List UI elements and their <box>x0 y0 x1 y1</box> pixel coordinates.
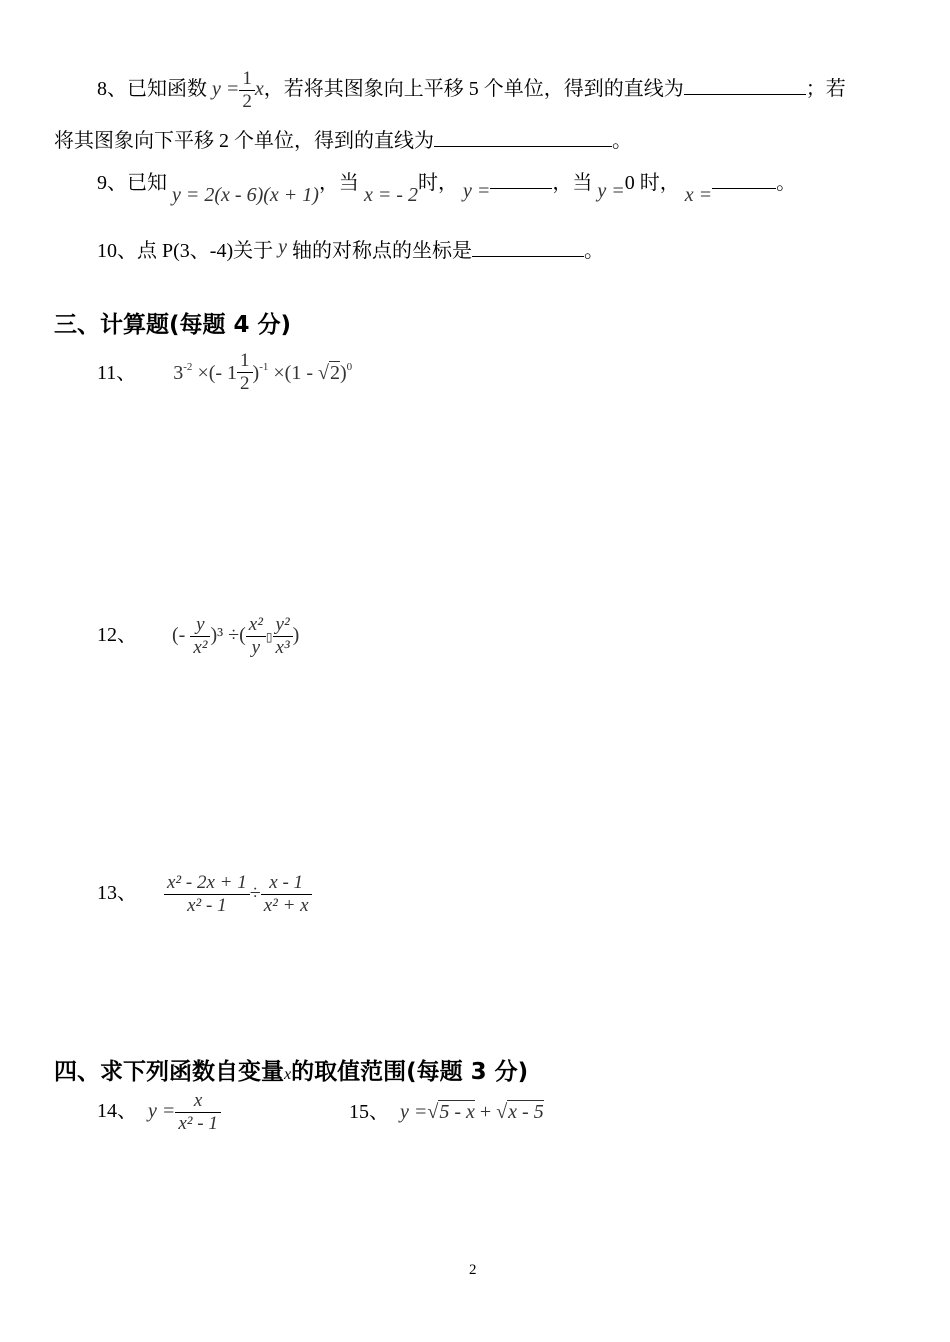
q8-formula-lhs: y = <box>212 78 240 101</box>
q8-lead: 已知函数 <box>127 78 207 101</box>
q9-formula: y = 2(x - 6)(x + 1) <box>172 184 319 206</box>
q9-condition-1: x = - 2 <box>363 184 418 206</box>
question-14 <box>97 1090 221 1135</box>
q13-den-1: x² - 1 <box>164 894 250 917</box>
question-10 <box>97 238 604 263</box>
q9-condition-2: y = <box>597 180 625 202</box>
q11-text-2: ×(1 - <box>268 362 318 385</box>
q8-number: 8、 <box>97 78 127 101</box>
section-3-heading: 三、计算题(每题 4 分) <box>54 312 292 338</box>
q11-sqrt: 2 <box>329 362 340 385</box>
q10-var: y <box>278 236 287 258</box>
q12-fraction-3 <box>273 614 293 659</box>
section-4-title-a: 四、求下列函数自变量 <box>54 1059 284 1085</box>
q13-operator: ÷ <box>249 882 261 905</box>
sqrt-symbol-icon: √ <box>427 1101 439 1123</box>
q15-number: 15、 <box>349 1101 389 1123</box>
q8-line2-end: 。 <box>612 130 632 152</box>
q12-num-3: y² <box>275 614 290 635</box>
q9-lead: 已知 <box>127 172 167 194</box>
q12-dot: ▯ <box>265 630 273 645</box>
q9-text-1: ，当 <box>318 172 359 194</box>
q11-text-1: ×(- 1 <box>192 362 238 385</box>
question-13 <box>97 872 312 917</box>
question-8-line-1 <box>97 68 846 113</box>
q13-den-2: x² + x <box>261 894 312 917</box>
page-number: 2 <box>469 1262 477 1278</box>
q12-num-1: y <box>196 614 205 635</box>
question-9 <box>97 170 797 206</box>
q15-plus: + <box>474 1101 497 1123</box>
q13-number: 13、 <box>97 882 137 905</box>
q13-fraction-1 <box>164 872 250 917</box>
q11-base: 3 <box>173 362 184 385</box>
q8-mid-text: ，若将其图象向上平移 5 个单位，得到的直线为 <box>263 78 684 101</box>
sqrt-symbol-icon: √ <box>496 1101 508 1123</box>
question-11: 11、 $3^{-2}$ ×(- 1 $\frac{1}{2}$ )$^{-1}$ ×(1 - √2)$^0$ <box>97 350 353 394</box>
q14-fraction <box>175 1090 220 1135</box>
q13-num-2: x - 1 <box>269 872 304 893</box>
q12-num-2: x² <box>248 614 263 635</box>
q8-frac-num: 1 <box>242 68 252 89</box>
q11-frac-num: 1 <box>240 350 250 371</box>
q11-text-3: ) <box>339 362 347 385</box>
q10-end: 。 <box>584 240 604 262</box>
q8-formula-var: x <box>254 78 264 101</box>
sqrt-symbol-icon: √ <box>318 362 329 385</box>
q9-text-5: 。 <box>776 172 797 194</box>
q11-exp-3: 0 <box>346 361 353 374</box>
q15-radicand-1: 5 - x <box>439 1101 475 1123</box>
q15-lhs: y = <box>400 1101 428 1123</box>
question-15 <box>349 1100 544 1124</box>
q8-tail: ；若 <box>805 78 846 101</box>
q9-text-3: ，当 <box>552 172 593 194</box>
q12-den-3: x³ <box>273 636 293 659</box>
q10-blank[interactable] <box>472 238 584 257</box>
q12-den-2: y <box>246 636 266 659</box>
question-12 <box>97 614 299 659</box>
q8-blank-2[interactable] <box>434 128 612 147</box>
q11-exp-1: -2 <box>183 361 193 374</box>
q8-fraction <box>239 68 255 113</box>
q11-frac-den: 2 <box>237 372 253 395</box>
q10-text-a: 点 P(3、-4)关于 <box>137 240 274 262</box>
q11-fraction <box>237 350 253 395</box>
q8-line2-text: 将其图象向下平移 2 个单位，得到的直线为 <box>54 130 434 152</box>
q14-lhs: y = <box>148 1100 176 1123</box>
q12-fraction-1 <box>190 614 210 659</box>
q9-blank-2[interactable] <box>712 170 776 189</box>
q9-ask-1: y = <box>462 180 491 202</box>
q12-den-1: x² <box>190 636 210 659</box>
q12-fraction-2 <box>246 614 266 659</box>
section-4-title-b: 的取值范围(每题 3 分) <box>291 1059 529 1085</box>
section-4-heading <box>54 1053 528 1086</box>
section-4-var: x <box>284 1066 292 1083</box>
q9-text-4: 0 时， <box>624 172 680 194</box>
q12-text-1: (- <box>172 624 191 647</box>
q12-text-2: )³ ÷( <box>210 624 246 647</box>
q14-den: x² - 1 <box>175 1112 220 1135</box>
q9-ask-2: x = <box>684 184 713 206</box>
q15-radicand-2: x - 5 <box>508 1101 544 1123</box>
q13-num-1: x² - 2x + 1 <box>167 872 247 893</box>
q12-number: 12、 <box>97 624 137 647</box>
q14-num: x <box>193 1090 203 1111</box>
q9-number: 9、 <box>97 172 127 194</box>
q8-frac-den: 2 <box>239 90 255 113</box>
q14-number: 14、 <box>97 1100 137 1123</box>
q8-blank-1[interactable] <box>684 76 806 95</box>
q10-number: 10、 <box>97 240 137 262</box>
question-8-line-2 <box>54 128 632 153</box>
q13-fraction-2 <box>261 872 312 917</box>
q12-text-3: ) <box>292 624 300 647</box>
q9-text-2: 时， <box>417 172 458 194</box>
q11-exp-2: -1 <box>259 361 269 374</box>
q10-text-b: 轴的对称点的坐标是 <box>292 240 472 262</box>
q9-blank-1[interactable] <box>490 170 552 189</box>
q11-number: 11、 <box>97 362 137 385</box>
